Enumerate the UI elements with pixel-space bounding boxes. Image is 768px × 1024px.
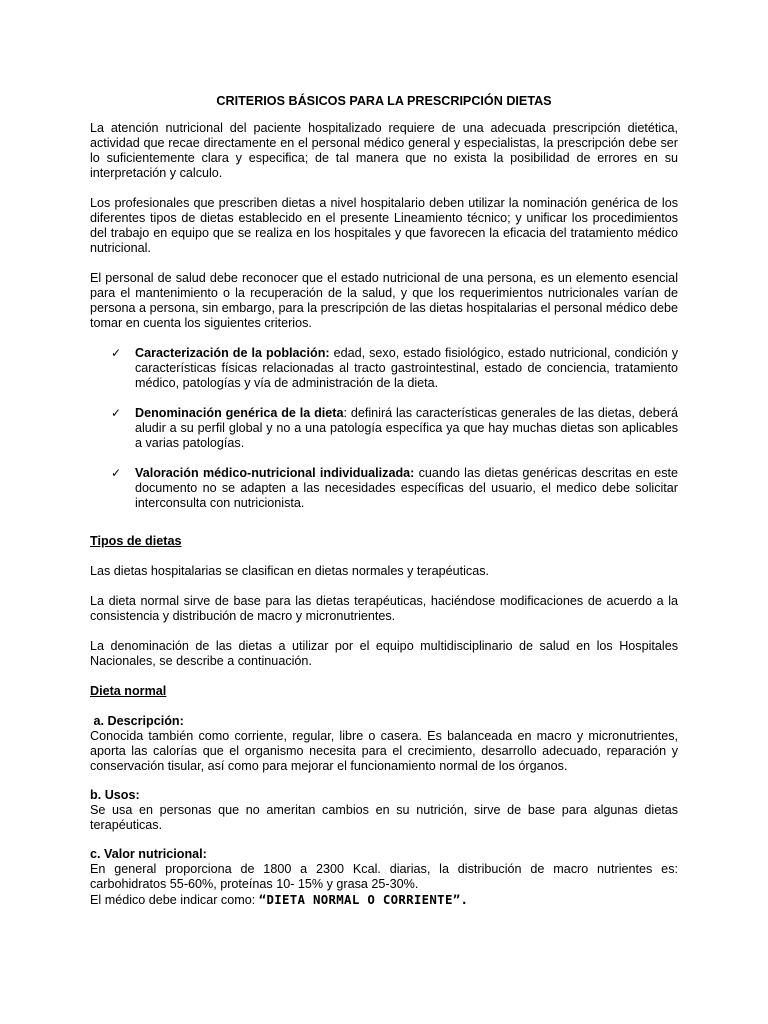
usos-heading: b. Usos: xyxy=(90,788,140,802)
valor-nutricional-text: En general proporciona de 1800 a 2300 Kcal. diarias, la distribución de macro nutrientes es: carbohidratos 55-60%, proteínas 10- 15% y grasa 25-30%. xyxy=(90,862,678,891)
indicacion-emphasis: “DIETA NORMAL O CORRIENTE”. xyxy=(258,892,469,907)
criteria-label: Valoración médico-nutricional individualizada: xyxy=(135,466,415,480)
criteria-item xyxy=(111,346,679,391)
tipos-paragraph-1: Las dietas hospitalarias se clasifican en dietas normales y terapéuticas. xyxy=(90,564,490,578)
usos-section xyxy=(90,788,678,833)
criteria-text: : definirá las características generales de las dietas, deberá aludir a su perfil global y no a una patología específica ya que hay muchas dietas son aplicables a varias patologías. xyxy=(135,406,678,450)
intro-paragraph-1: La atención nutricional del paciente hospitalizado requiere de una adecuada prescripción dietética, actividad que recae directamente en el personal médico general y especialistas, la prescripción debe ser lo suficientemente clara y especifica; de tal manera que no exista la posibilidad de errores en su interpretación y calculo. xyxy=(90,121,678,180)
criteria-list xyxy=(90,346,678,511)
indicacion-prefix: El médico debe indicar como: xyxy=(90,893,259,907)
criteria-label: Caracterización de la población: xyxy=(135,346,330,360)
usos-text: Se usa en personas que no ameritan cambios en su nutrición, sirve de base para algunas dietas terapéuticas. xyxy=(90,803,678,832)
tipos-paragraph-2: La dieta normal sirve de base para las dietas terapéuticas, haciéndose modificaciones de acuerdo a la consistencia y distribución de macro y micronutrientes. xyxy=(90,594,678,623)
intro-paragraph-3: El personal de salud debe reconocer que el estado nutricional de una persona, es un elemento esencial para el mantenimiento o la recuperación de la salud, y que los requerimientos nutricionales varían de persona a persona, sin embargo, para la prescripción de las dietas hospitalarias el personal médico debe tomar en cuenta los siguientes criterios. xyxy=(90,271,678,330)
tipos-heading: Tipos de dietas xyxy=(90,534,182,548)
criteria-label: Denominación genérica de la dieta xyxy=(135,406,344,420)
descripcion-section xyxy=(90,714,678,774)
checkmark-icon: ✓ xyxy=(111,466,122,480)
dieta-normal-heading: Dieta normal xyxy=(90,684,167,698)
valor-nutricional-section xyxy=(90,847,678,908)
checkmark-icon: ✓ xyxy=(111,406,122,420)
descripcion-text: Conocida también como corriente, regular, libre o casera. Es balanceada en macro y micronutrientes, aporta las calorías que el organismo necesita para el crecimiento, desarrollo adecuado, reparación y conservación tisular, así como para mejorar el funcionamiento normal de los órganos. xyxy=(90,729,678,773)
tipos-paragraph-3: La denominación de las dietas a utilizar por el equipo multidisciplinario de salud en los Hospitales Nacionales, se describe a continuación. xyxy=(90,639,678,668)
descripcion-heading: a. Descripción: xyxy=(90,714,184,728)
document-title: CRITERIOS BÁSICOS PARA LA PRESCRIPCIÓN DIETAS xyxy=(216,94,552,108)
document-page xyxy=(90,94,678,922)
criteria-text: edad, sexo, estado fisiológico, estado nutricional, condición y características físicas relacionadas al tracto gastrointestinal, estado de conciencia, tratamiento médico, patologías y vía de administración de la dieta. xyxy=(135,346,679,390)
intro-paragraph-2: Los profesionales que prescriben dietas a nivel hospitalario deben utilizar la nominación genérica de los diferentes tipos de dietas establecido en el presente Lineamiento técnico; y unificar los procedimientos del trabajo en equipo que se realiza en los hospitales y que favorecen la eficacia del tratamiento médico nutricional. xyxy=(90,196,678,255)
criteria-item xyxy=(111,406,678,451)
criteria-item xyxy=(111,466,679,511)
checkmark-icon: ✓ xyxy=(111,346,122,360)
indicacion-line xyxy=(90,892,678,908)
criteria-text: cuando las dietas genéricas descritas en este documento no se adapten a las necesidades específicas del usuario, el medico debe solicitar interconsulta con nutricionista. xyxy=(135,466,679,510)
valor-nutricional-heading: c. Valor nutricional: xyxy=(90,847,207,861)
